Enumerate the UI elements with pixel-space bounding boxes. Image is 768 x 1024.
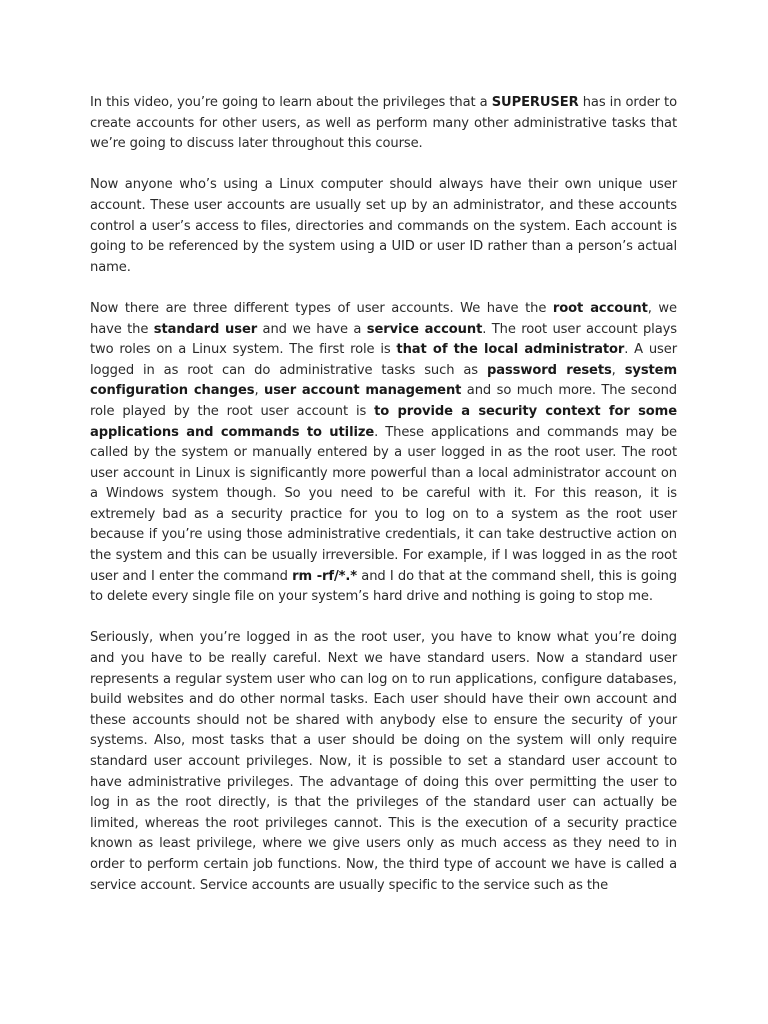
term-password-resets: password resets <box>486 362 612 378</box>
term-root-account: root account <box>552 300 648 316</box>
paragraph-intro: In this video, you’re going to learn about the privileges that a SUPERUSER has in order to create accounts for other users, as well as perform many other administrative tasks that we’re going to discuss later throughout this course. <box>90 95 677 152</box>
term-superuser: SUPERUSER <box>491 95 579 110</box>
paragraph-standard-users: Seriously, when you’re logged in as the root user, you have to know what you’re doing and you have to be really careful. Next we have standard users. Now a standard user represents a regular system user who can log on to run applications, configure databases, build websites and do other normal tasks. Each user should have their own account and these accounts should not be shared with anybody else to ensure the security of your systems. Also, most tasks that a user should be doing on the system will only require standard user account privileges. Now, it is possible to set a standard user account to have administrative privileges. The advantage of doing this over permitting the user to log in as the root directly, is that the privileges of the standard user can actually be limited, whereas the root privileges cannot. This is the execution of a security practice known as least privilege, where we give users only as much access as they need to in order to perform certain job functions. Now, the third type of account we have is called a service account. Service accounts are usually specific to the service such as the <box>90 630 677 893</box>
term-security-context: to provide a security context for some applications and commands to utilize <box>90 403 677 440</box>
paragraph-account-types: Now there are three different types of user accounts. We have the root account, we have the standard user and we have a service account. The root user account plays two roles on a Linux system. The first role is that of the local administrator. A user logged in as root can do administrative tasks such as password resets, system configuration changes, user account management and so much more. The second role played by the root user account is to provide a security context for some applications and commands to utilize. These applications and commands may be called by the system or manually entered by a user logged in as the root user. The root user account in Linux is significantly more powerful than a local administrator account on a Windows system though. So you need to be careful with it. For this reason, it is extremely bad as a security practice for you to log on to a system as the root user because if you’re using those administrative credentials, it can take destructive action on the system and this can be usually irreversible. For example, if I was logged in as the root user and I enter the command rm -rf/*.* and I do that at the command shell, this is going to delete every single file on your system’s hard drive and nothing is going to stop me. <box>90 300 677 605</box>
term-standard-user: standard user <box>153 321 258 337</box>
paragraph-user-accounts: Now anyone who’s using a Linux computer should always have their own unique user account. These user accounts are usually set up by an administrator, and these accounts control a user’s access to files, directories and commands on the system. Each account is going to be referenced by the system using a UID or user ID rather than a person’s actual name. <box>90 177 677 275</box>
term-system-configuration-changes: system configuration changes <box>90 362 677 399</box>
document-page <box>90 93 677 917</box>
term-service-account: service account <box>366 321 483 337</box>
term-rm-command: rm -rf/*.* <box>292 568 358 584</box>
term-local-administrator: that of the local administrator <box>396 342 625 358</box>
term-user-account-management: user account management <box>264 383 462 399</box>
